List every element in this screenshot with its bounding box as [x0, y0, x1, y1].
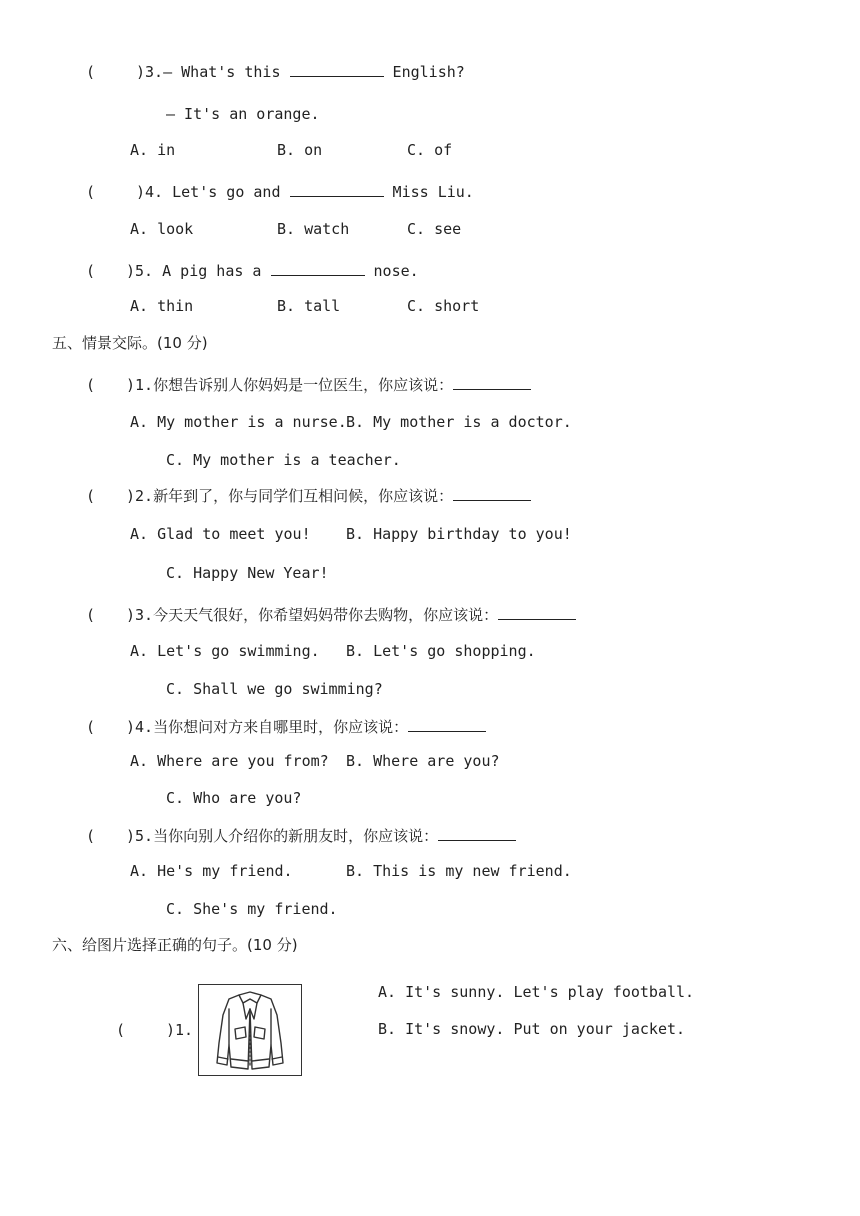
answer-blank[interactable] [498, 605, 576, 620]
section-6-heading: 六、给图片选择正确的句子。(10 分) [52, 936, 298, 954]
q4-4-stem: )4. Let's go and Miss Liu. [136, 183, 474, 201]
q4-4-option-c[interactable]: C. see [407, 220, 462, 238]
q5-1-option-b[interactable]: B. My mother is a doctor. [346, 413, 572, 431]
q6-1-num: )1. [166, 1021, 194, 1039]
q4-5-option-c[interactable]: C. short [407, 297, 480, 315]
answer-blank[interactable] [453, 375, 531, 390]
q5-3-option-a[interactable]: A. Let's go swimming. [130, 642, 320, 660]
q4-5-option-b[interactable]: B. tall [277, 297, 341, 315]
section-5-heading: 五、情景交际。(10 分) [52, 334, 208, 352]
q4-3-stem: )3.— What's this English? [136, 63, 465, 81]
answer-blank[interactable] [438, 826, 516, 841]
q4-3-option-a[interactable]: A. in [130, 141, 176, 159]
q5-3-option-c[interactable]: C. Shall we go swimming? [166, 680, 383, 698]
q5-5-stem: )5.当你向别人介绍你的新朋友时，你应该说： [126, 826, 516, 846]
q5-5-option-b[interactable]: B. This is my new friend. [346, 862, 572, 880]
q4-3-option-c[interactable]: C. of [407, 141, 453, 159]
q5-1-option-a[interactable]: A. My mother is a nurse. [130, 413, 347, 431]
q4-5-option-a[interactable]: A. thin [130, 297, 194, 315]
answer-blank[interactable] [290, 182, 384, 197]
answer-blank[interactable] [290, 62, 384, 77]
q4-3-option-b[interactable]: B. on [277, 141, 323, 159]
q5-2-option-a[interactable]: A. Glad to meet you! [130, 525, 311, 543]
q4-5-stem: )5. A pig has a nose. [126, 262, 419, 280]
q5-3-option-b[interactable]: B. Let's go shopping. [346, 642, 536, 660]
q4-4-option-a[interactable]: A. look [130, 220, 194, 238]
q5-5-option-c[interactable]: C. She's my friend. [166, 900, 338, 918]
q5-1-paren[interactable]: ( [86, 376, 96, 394]
q6-1-paren[interactable]: ( [116, 1021, 126, 1039]
q4-4-option-b[interactable]: B. watch [277, 220, 350, 238]
q5-2-stem: )2.新年到了，你与同学们互相问候，你应该说： [126, 486, 531, 506]
q4-5-paren[interactable]: ( [86, 262, 96, 280]
q5-3-stem: )3.今天天气很好，你希望妈妈带你去购物，你应该说： [126, 605, 576, 625]
jacket-icon [199, 985, 301, 1075]
q6-1-option-a[interactable]: A. It's sunny. Let's play football. [378, 983, 695, 1001]
q5-4-option-a[interactable]: A. Where are you from? [130, 752, 329, 770]
q5-3-paren[interactable]: ( [86, 606, 96, 624]
q5-4-stem: )4.当你想问对方来自哪里时，你应该说： [126, 717, 486, 737]
q4-3-answer: — It's an orange. [166, 105, 320, 123]
answer-blank[interactable] [271, 261, 365, 276]
q5-4-paren[interactable]: ( [86, 718, 96, 736]
q4-4-paren[interactable]: ( [86, 183, 96, 201]
q5-2-option-c[interactable]: C. Happy New Year! [166, 564, 329, 582]
answer-blank[interactable] [453, 486, 531, 501]
q5-1-option-c[interactable]: C. My mother is a teacher. [166, 451, 401, 469]
q6-1-option-b[interactable]: B. It's snowy. Put on your jacket. [378, 1020, 686, 1038]
jacket-picture [198, 984, 302, 1076]
q4-3-paren[interactable]: ( [86, 63, 96, 81]
q5-5-option-a[interactable]: A. He's my friend. [130, 862, 293, 880]
answer-blank[interactable] [408, 717, 486, 732]
q5-2-option-b[interactable]: B. Happy birthday to you! [346, 525, 572, 543]
q5-2-paren[interactable]: ( [86, 487, 96, 505]
q5-4-option-c[interactable]: C. Who are you? [166, 789, 302, 807]
q5-1-stem: )1.你想告诉别人你妈妈是一位医生，你应该说： [126, 375, 531, 395]
q5-4-option-b[interactable]: B. Where are you? [346, 752, 500, 770]
q5-5-paren[interactable]: ( [86, 827, 96, 845]
